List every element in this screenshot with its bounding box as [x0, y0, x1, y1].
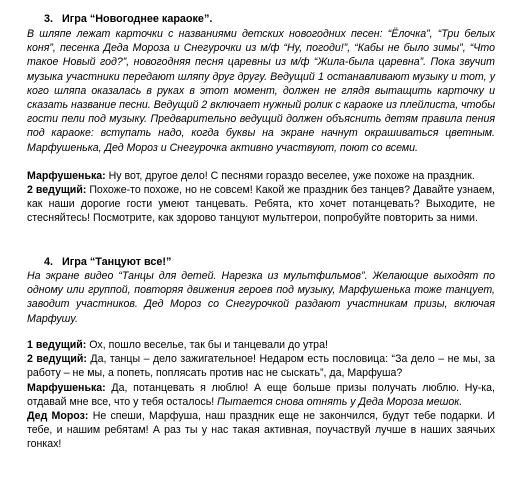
section-3-title: Игра “Новогоднее караоке”.: [62, 13, 213, 25]
speech-text: Ну вот, другое дело! С песнями гораздо веселее, уже похоже на праздник.: [105, 170, 475, 182]
section-3-description: В шляпе лежат карточки с названиями детских новогодних песен: “Ёлочка”, “Три белых коня”, песенка Деда Мороза и Снегурочки из м/ф “Ну, погоди!”, “Кабы не было зимы”, “Что такое Новый год?”, новогодняя песня царевны из м/ф “Жила-была царевна”. Пока звучит музыка участники передают шляпу друг другу. Ведущий 1 останавливают музыку и тот, у кого шляпа оказалась в руках в этот момент, должен не глядя вытащить карточку и сказать название песни. Ведущий 2 включает нужный ролик с караоке из плейлиста, чтобы гости пели под музыку. Предварительно ведущий должен объяснить детям правила пения под караоке: вступать надо, когда буквы на экране начнут окрашиваться цветным. Марфушенька, Дед Мороз и Снегурочка активно участвуют, поют со всеми.: [27, 28, 495, 154]
speech-line: [27, 381, 495, 409]
speech-text: Ох, пошло веселье, так бы и танцевали до утра!: [86, 339, 328, 351]
speech-text: Да, потанцевать я люблю! А еще больше призы получать люблю. Ну-ка, отдавай мне все, что у тебя осталось!: [27, 382, 495, 409]
speech-line: [27, 409, 495, 452]
section-4-number: 4.: [44, 256, 54, 268]
speech-text: Похоже-то похоже, но не совсем! Какой же праздник без танцев? Давайте узнаем, как наши дорогие гости умеют танцевать. Ребята, кто хочет потанцевать? Выходите, не стесняйтесь! Посмотрите, как здорово танцуют мультгерои, попробуйте повторить за ними.: [27, 184, 495, 225]
speech-line: [27, 183, 495, 226]
speaker-name: 2 ведущий:: [27, 184, 87, 196]
speech-line: [27, 352, 495, 380]
speaker-name: Дед Мороз:: [27, 410, 89, 422]
stage-direction: Пытается снова отнять у Деда Мороза мешок.: [217, 396, 463, 409]
section-4-heading: [44, 255, 171, 269]
section-4-description: На экране видео “Танцы для детей. Нарезка из мультфильмов”. Желающие выходят по одному или группой, повторяя движения героев под музыку, Марфушенька тоже танцует, заводит участников. Дед Мороз со Снегурочкой раздают участникам призы, включая Марфушу.: [27, 270, 495, 325]
section-3-number: 3.: [44, 13, 54, 25]
speech-text: Да, танцы – дело зажигательное! Недаром есть пословица: “За дело – не мы, за работу – не мы, а попеть, поплясать против нас не сыскать”, да, Марфуша?: [27, 353, 495, 380]
speech-text: Не спеши, Марфуша, наш праздник еще не закончился, будут тебе подарки. И тебе, и нашим ребятам! А раз ты у нас такая активная, поучаствуй лучше в наших заячьих гонках!: [27, 410, 495, 451]
speaker-name: 2 ведущий:: [27, 353, 87, 365]
speech-line: [27, 169, 495, 183]
speaker-name: Марфушенька:: [27, 170, 106, 182]
speaker-name: Марфушенька:: [27, 382, 106, 394]
section-3-heading: [44, 12, 212, 26]
section-4-title: Игра “Танцуют все!”: [62, 256, 172, 268]
speaker-name: 1 ведущий:: [27, 339, 87, 351]
speech-line: [27, 338, 495, 352]
